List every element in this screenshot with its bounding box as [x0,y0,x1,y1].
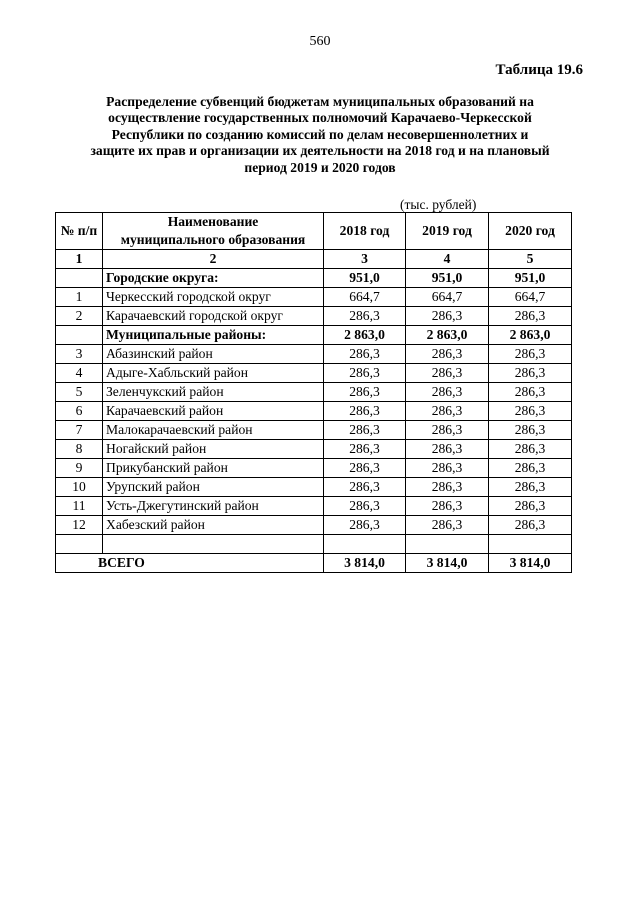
header-2018: 2018 год [324,213,406,250]
row-name: Карачаевский городской округ [103,307,324,326]
row-value-2019: 286,3 [406,421,489,440]
row-value-2018: 286,3 [324,383,406,402]
total-2020: 3 814,0 [489,554,572,573]
total-2018: 3 814,0 [324,554,406,573]
title-line: период 2019 и 2020 годов [244,159,396,175]
row-value-2020: 951,0 [489,269,572,288]
row-number: 1 [56,288,103,307]
row-value-2020: 286,3 [489,516,572,535]
row-value-2018: 286,3 [324,497,406,516]
header-num: № п/п [56,213,103,250]
row-number: 12 [56,516,103,535]
row-name: Абазинский район [103,345,324,364]
title-line: Республики по созданию комиссий по делам несовершеннолетних и [111,126,529,142]
header-row [56,213,572,250]
row-name: Хабезский район [103,516,324,535]
document-title [60,94,580,176]
row-number: 10 [56,478,103,497]
row-number [56,326,103,345]
row-value-2018: 286,3 [324,421,406,440]
row-number: 9 [56,459,103,478]
table-label: Таблица 19.6 [495,62,583,78]
row-value-2019: 951,0 [406,269,489,288]
row-value-2019: 286,3 [406,516,489,535]
table-row [56,440,572,459]
column-index: 4 [406,250,489,269]
row-value-2020: 286,3 [489,307,572,326]
column-index: 5 [489,250,572,269]
row-value-2019: 286,3 [406,364,489,383]
row-name: Зеленчукский район [103,383,324,402]
row-name: Адыге-Хабльский район [103,364,324,383]
row-name: Карачаевский район [103,402,324,421]
row-value-2019: 664,7 [406,288,489,307]
row-value-2020: 286,3 [489,478,572,497]
row-name: Муниципальные районы: [103,326,324,345]
row-value-2020: 664,7 [489,288,572,307]
row-number: 8 [56,440,103,459]
header-name-line1: Наименование [167,214,259,229]
row-value-2019: 286,3 [406,440,489,459]
row-name: Городские округа: [103,269,324,288]
row-number: 6 [56,402,103,421]
table-row [56,421,572,440]
row-number: 2 [56,307,103,326]
title-line: защите их прав и организации их деятельности на 2018 год и на плановый [90,143,550,159]
row-number: 5 [56,383,103,402]
row-value-2020: 286,3 [489,497,572,516]
table-row [56,288,572,307]
row-value-2018: 286,3 [324,440,406,459]
row-value-2019: 286,3 [406,497,489,516]
row-number: 3 [56,345,103,364]
table-row [56,364,572,383]
table-body [56,269,572,535]
table-row [56,326,572,345]
page-number: 560 [309,34,331,49]
row-value-2018: 951,0 [324,269,406,288]
row-number: 4 [56,364,103,383]
row-value-2020: 286,3 [489,402,572,421]
total-label: ВСЕГО [56,554,103,573]
table-row [56,478,572,497]
row-number: 7 [56,421,103,440]
row-value-2019: 286,3 [406,383,489,402]
row-value-2020: 286,3 [489,459,572,478]
row-value-2018: 286,3 [324,364,406,383]
row-value-2019: 2 863,0 [406,326,489,345]
row-value-2019: 286,3 [406,345,489,364]
row-name: Усть-Джегутинский район [103,497,324,516]
header-name [103,213,324,250]
column-index: 1 [56,250,103,269]
row-value-2018: 286,3 [324,307,406,326]
table-row [56,459,572,478]
subvention-table [55,212,572,573]
row-value-2018: 286,3 [324,516,406,535]
row-name: Малокарачаевский район [103,421,324,440]
table-row [56,497,572,516]
row-name: Черкесский городской округ [103,288,324,307]
table-row [56,345,572,364]
row-name: Ногайский район [103,440,324,459]
row-name: Урупский район [103,478,324,497]
row-value-2020: 286,3 [489,421,572,440]
units-note: (тыс. рублей) [400,197,477,212]
row-value-2019: 286,3 [406,402,489,421]
row-value-2019: 286,3 [406,478,489,497]
table-row [56,269,572,288]
column-index: 2 [103,250,324,269]
row-value-2018: 2 863,0 [324,326,406,345]
column-index-row [56,250,572,269]
total-2019: 3 814,0 [406,554,489,573]
row-value-2018: 286,3 [324,459,406,478]
table-row [56,516,572,535]
row-value-2018: 286,3 [324,478,406,497]
row-value-2018: 664,7 [324,288,406,307]
row-value-2020: 286,3 [489,440,572,459]
row-name: Прикубанский район [103,459,324,478]
row-value-2019: 286,3 [406,307,489,326]
row-number: 11 [56,497,103,516]
row-value-2020: 2 863,0 [489,326,572,345]
row-value-2019: 286,3 [406,459,489,478]
header-name-line2: муниципального образования [120,232,306,247]
header-2020: 2020 год [489,213,572,250]
row-value-2020: 286,3 [489,364,572,383]
row-number [56,269,103,288]
table-row [56,383,572,402]
total-row [56,554,572,573]
title-line: осуществление государственных полномочий Карачаево-Черкесской [108,110,532,126]
table-row [56,402,572,421]
header-2019: 2019 год [406,213,489,250]
title-line: Распределение субвенций бюджетам муниципальных образований на [106,94,534,109]
row-value-2018: 286,3 [324,345,406,364]
row-value-2020: 286,3 [489,345,572,364]
row-value-2018: 286,3 [324,402,406,421]
column-index: 3 [324,250,406,269]
table-row [56,307,572,326]
row-value-2020: 286,3 [489,383,572,402]
empty-row [56,535,572,554]
